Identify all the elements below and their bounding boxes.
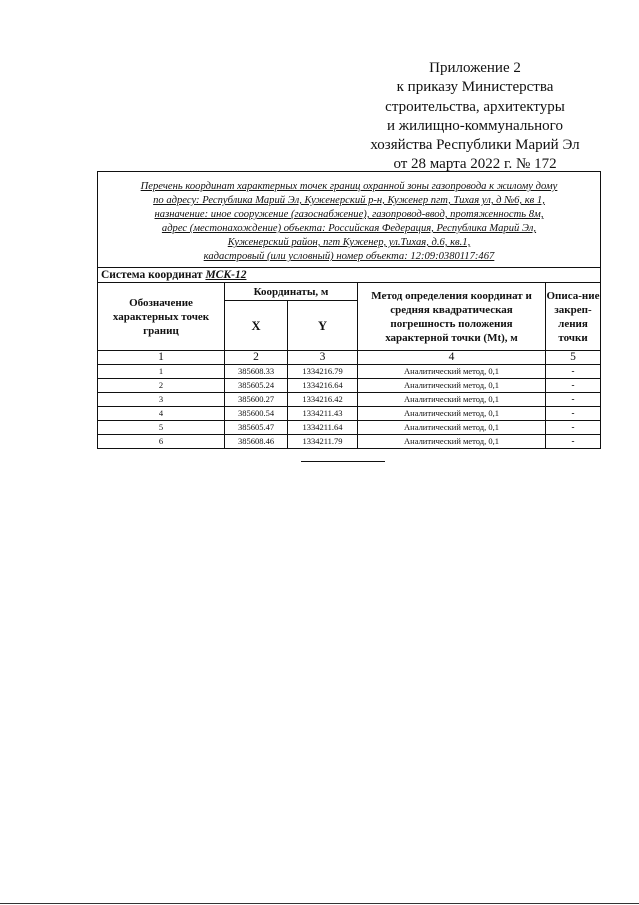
cell-point: 6 [98, 435, 225, 449]
header-description: Описа-ние закреп-ления точки [546, 283, 601, 351]
separator-line [301, 461, 385, 462]
cell-method: Аналитический метод, 0,1 [358, 365, 546, 379]
heading-line: адрес (местонахождение) объекта: Российская Федерация, Республика Марий Эл, [161, 223, 537, 234]
table-heading [98, 172, 601, 268]
appendix-line: и жилищно-коммунального [387, 117, 563, 134]
coordinate-system-value: МСК-12 [205, 269, 247, 281]
appendix-line: к приказу Министерства [396, 79, 554, 96]
cell-x: 385608.46 [225, 435, 288, 449]
cell-method: Аналитический метод, 0,1 [358, 421, 546, 435]
column-numbers-row [98, 351, 601, 365]
cell-point: 4 [98, 407, 225, 421]
cell-method: Аналитический метод, 0,1 [358, 393, 546, 407]
heading-line: по адресу: Республика Марий Эл, Куженерский р-н, Куженер пгт, Тихая ул, д №6, кв 1, [153, 195, 545, 206]
cell-description: - [546, 421, 601, 435]
table-row [98, 365, 601, 379]
cell-description: - [546, 435, 601, 449]
page-bottom-edge [0, 903, 639, 904]
header-x: X [225, 301, 288, 351]
cell-y: 1334216.42 [288, 393, 358, 407]
cell-x: 385605.24 [225, 379, 288, 393]
cell-point: 3 [98, 393, 225, 407]
appendix-line: от 28 марта 2022 г. № 172 [393, 156, 557, 173]
cell-x: 385608.33 [225, 365, 288, 379]
column-number: 3 [288, 351, 358, 365]
cell-x: 385600.27 [225, 393, 288, 407]
header-method: Метод определения координат и средняя квадратическая погрешность положения характерной точки (Mt), м [358, 283, 546, 351]
cell-point: 5 [98, 421, 225, 435]
cell-y: 1334211.64 [288, 421, 358, 435]
cell-description: - [546, 393, 601, 407]
heading-line: Куженерский район, пгт Куженер, ул.Тихая, д.6, кв.1, [227, 237, 471, 248]
cell-y: 1334211.79 [288, 435, 358, 449]
table-row [98, 407, 601, 421]
heading-line: Перечень координат характерных точек границ охранной зоны газопровода к жилому дому [140, 181, 558, 192]
cell-point: 2 [98, 379, 225, 393]
table-row [98, 393, 601, 407]
table-row [98, 435, 601, 449]
table-row [98, 421, 601, 435]
coordinate-system-label: Система координат [101, 269, 203, 281]
cell-point: 1 [98, 365, 225, 379]
appendix-line: хозяйства Республики Марий Эл [370, 137, 580, 154]
header-designation: Обозначение характерных точек границ [98, 283, 225, 351]
cell-y: 1334216.79 [288, 365, 358, 379]
column-number: 2 [225, 351, 288, 365]
table-row [98, 379, 601, 393]
column-number: 4 [358, 351, 546, 365]
cell-x: 385600.54 [225, 407, 288, 421]
appendix-block [330, 59, 620, 175]
cell-method: Аналитический метод, 0,1 [358, 435, 546, 449]
cell-description: - [546, 379, 601, 393]
cell-y: 1334216.64 [288, 379, 358, 393]
cell-x: 385605.47 [225, 421, 288, 435]
header-y: Y [288, 301, 358, 351]
cell-description: - [546, 365, 601, 379]
heading-line: назначение: иное сооружение (газоснабжение), газопровод-ввод, протяженность 8м, [154, 209, 544, 220]
coordinates-table [97, 171, 601, 449]
cell-y: 1334211.43 [288, 407, 358, 421]
column-number: 1 [98, 351, 225, 365]
appendix-line: Приложение 2 [429, 60, 521, 76]
cell-method: Аналитический метод, 0,1 [358, 379, 546, 393]
heading-line: кадастровый (или условный) номер объекта: 12:09:0380117:467 [203, 251, 495, 262]
coordinate-system-row [98, 268, 601, 283]
column-number: 5 [546, 351, 601, 365]
cell-method: Аналитический метод, 0,1 [358, 407, 546, 421]
header-coordinates: Координаты, м [225, 283, 358, 301]
appendix-line: строительства, архитектуры [385, 98, 565, 115]
cell-description: - [546, 407, 601, 421]
